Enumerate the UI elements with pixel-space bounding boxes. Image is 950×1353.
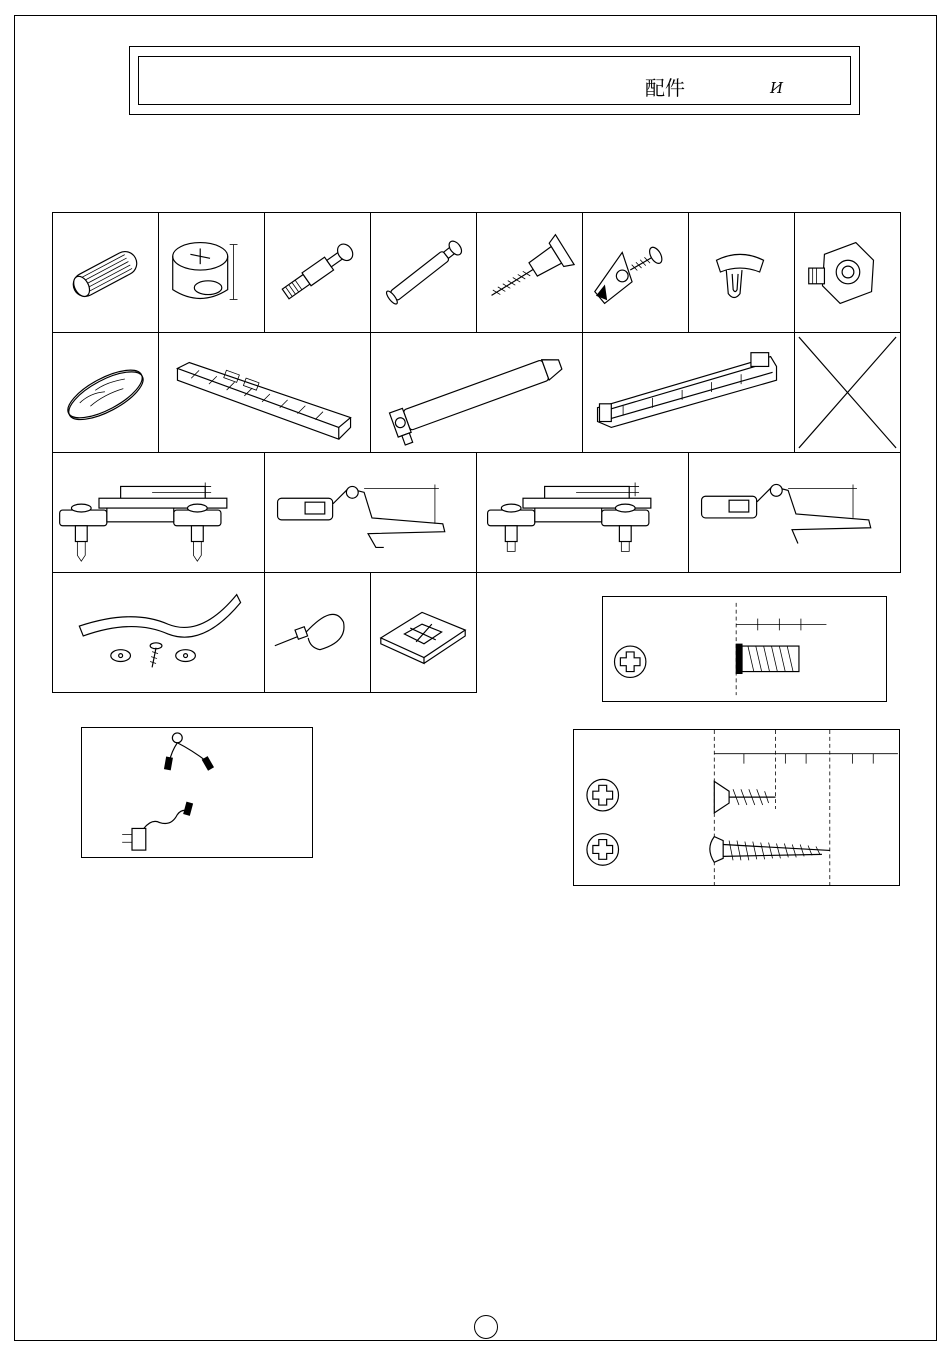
wall-anchor-screw-icon	[477, 213, 582, 332]
wooden-dowel-icon	[53, 213, 158, 332]
parts-cell-shims	[158, 332, 371, 453]
parts-cell-cam-connector	[794, 212, 901, 333]
title-mark: И	[770, 79, 784, 97]
euro-screw-icon	[603, 597, 886, 701]
parts-cell-shelf-support	[688, 212, 795, 333]
cam-lock-icon	[159, 213, 264, 332]
parts-cell-connector-bolt	[370, 212, 477, 333]
page-number-circle	[474, 1315, 498, 1339]
euro-screw-box	[602, 596, 887, 702]
parts-cell-empty	[794, 332, 901, 453]
parts-cell-hinge-plate-1	[52, 452, 265, 573]
door-stopper-icon	[371, 333, 582, 452]
parts-cell-dowel	[52, 212, 159, 333]
page-title: 配件	[645, 76, 685, 100]
parts-cell-concealed-hinge-1	[264, 452, 477, 573]
hinge-plate-icon	[53, 453, 264, 572]
concealed-hinge-icon	[265, 453, 476, 572]
parts-cell-cam-bolt	[264, 212, 371, 333]
wood-screws-box	[573, 729, 900, 886]
cam-connector-icon	[795, 213, 900, 332]
parts-cell-drawer-slide	[582, 332, 795, 453]
parts-cell-corner-bracket	[582, 212, 689, 333]
shim-strip-icon	[159, 333, 370, 452]
parts-cell-cam-lock	[158, 212, 265, 333]
parts-cell-concealed-hinge-2	[688, 452, 901, 573]
cable-tie-mount-icon	[371, 573, 476, 692]
concealed-hinge-icon	[689, 453, 900, 572]
cable-tie-icon	[265, 573, 370, 692]
parts-cell-door-stopper	[370, 332, 583, 453]
parts-cell-wall-anchor	[476, 212, 583, 333]
hinge-plate-icon	[477, 453, 688, 572]
oval-felt-pad-icon	[53, 333, 158, 452]
connector-bolt-icon	[371, 213, 476, 332]
wood-screws-icon	[574, 730, 899, 885]
cam-bolt-icon	[265, 213, 370, 332]
parts-cell-cable-tie	[264, 572, 371, 693]
handle-set-icon	[53, 573, 264, 692]
empty-slot-icon	[795, 333, 900, 452]
led-wire-connector-icon	[82, 728, 312, 857]
parts-cell-handle	[52, 572, 265, 693]
parts-cell-hinge-plate-2	[476, 452, 689, 573]
shelf-support-icon	[689, 213, 794, 332]
corner-bracket-screw-icon	[583, 213, 688, 332]
title-inner-frame	[138, 56, 851, 105]
drawer-slide-icon	[583, 333, 794, 452]
led-wire-box	[81, 727, 313, 858]
parts-cell-felt-pad	[52, 332, 159, 453]
parts-cell-tie-mount	[370, 572, 477, 693]
